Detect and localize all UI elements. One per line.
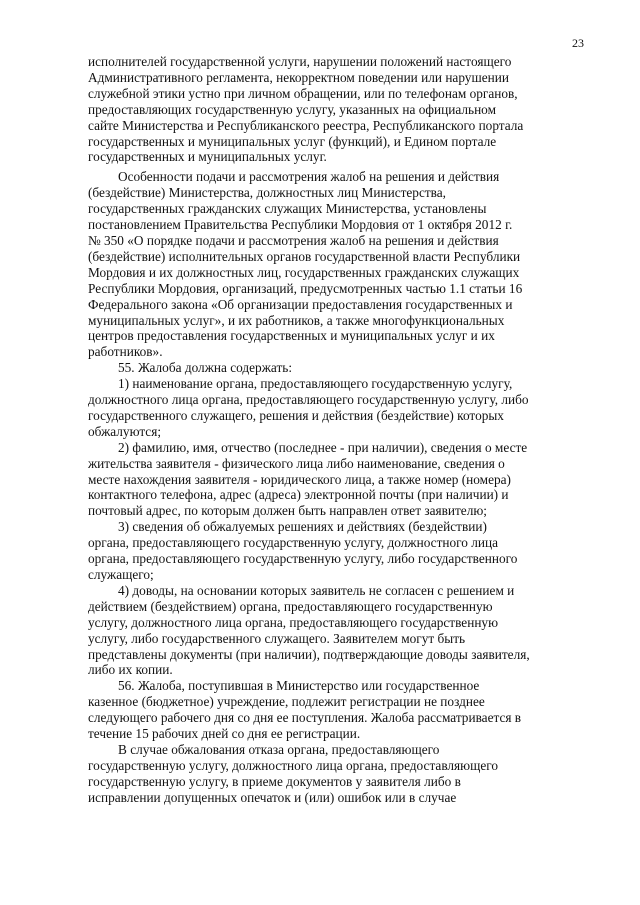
paragraph-item-55-3: 3) сведения об обжалуемых решениях и действиях (бездействии) органа, предоставляющего государственную услугу, должностного лица органа, предоставляющего государственную услугу, либо государственного служащего; <box>88 519 518 582</box>
paragraph-complaint-features: Особенности подачи и рассмотрения жалоб на решения и действия (бездействие) Министерства, должностных лиц Министерства, государственных гражданских служащих Министерства, установлены постановлением Правительства Республики Мордовия от 1 октября 2012 г. № 350 «О порядке подачи и рассмотрения жалоб на решения и действия (бездействие) исполнительных органов государственной власти Республики Мордовия и их должностных лиц, государственных гражданских служащих Республики Мордовия, организаций, предусмотренных частью 1.1 статьи 16 Федерального закона «Об организации предоставления государственных и муниципальных услуг», и их работников, а также многофункциональных центров предоставления государственных и муниципальных услуг и их работников». <box>88 169 523 360</box>
paragraph-refusal-case: В случае обжалования отказа органа, предоставляющего государственную услугу, должностного лица органа, предоставляющего государственную услугу, в приеме документов у заявителя либо в исправлении допущенных опечаток и (или) ошибок или в случае <box>88 741 499 805</box>
page-number: 23 <box>572 36 584 50</box>
paragraph-item-55: 55. Жалоба должна содержать: <box>118 360 293 376</box>
paragraph-item-55-2: 2) фамилию, имя, отчество (последнее - при наличии), сведения о месте жительства заявителя - физического лица либо наименование, сведения о месте нахождения заявителя - юридического лица, а также номер (номера) контактного телефона, адрес (адреса) электронной почты (при наличии) и почтовый адрес, по которым должен быть направлен ответ заявителю; <box>88 439 528 519</box>
paragraph-item-55-1: 1) наименование органа, предоставляющего государственную услугу, должностного лица органа, предоставляющего государственную услугу, либо государственного служащего, решения и действия (бездействие) которых обжалуются; <box>88 376 529 439</box>
paragraph-item-56: 56. Жалоба, поступившая в Министерство или государственное казенное (бюджетное) учреждение, подлежит регистрации не позднее следующего рабочего дня со дня ее поступления. Жалоба рассматривается в течение 15 рабочих дней со дня ее регистрации. <box>88 678 522 742</box>
paragraph-item-55-4: 4) доводы, на основании которых заявитель не согласен с решением и действием (бездействием) органа, предоставляющего государственную услугу, должностного лица органа, предоставляющего государственную услугу, либо государственного служащего. Заявителем могут быть представлены документы (при наличии), подтверждающие доводы заявителя, либо их копии. <box>88 582 530 678</box>
paragraph-continuation: исполнителей государственной услуги, нарушении положений настоящего Административного регламента, некорректном поведении или нарушении служебной этики устно при личном обращении, или по телефонам органов, предоставляющих государственную услугу, указанных на официальном сайте Министерства и Республиканского реестра, Республиканского портала государственных и муниципальных услуг (функций), и Едином портале государственных и муниципальных услуг. <box>88 54 524 165</box>
document-body <box>88 54 588 806</box>
